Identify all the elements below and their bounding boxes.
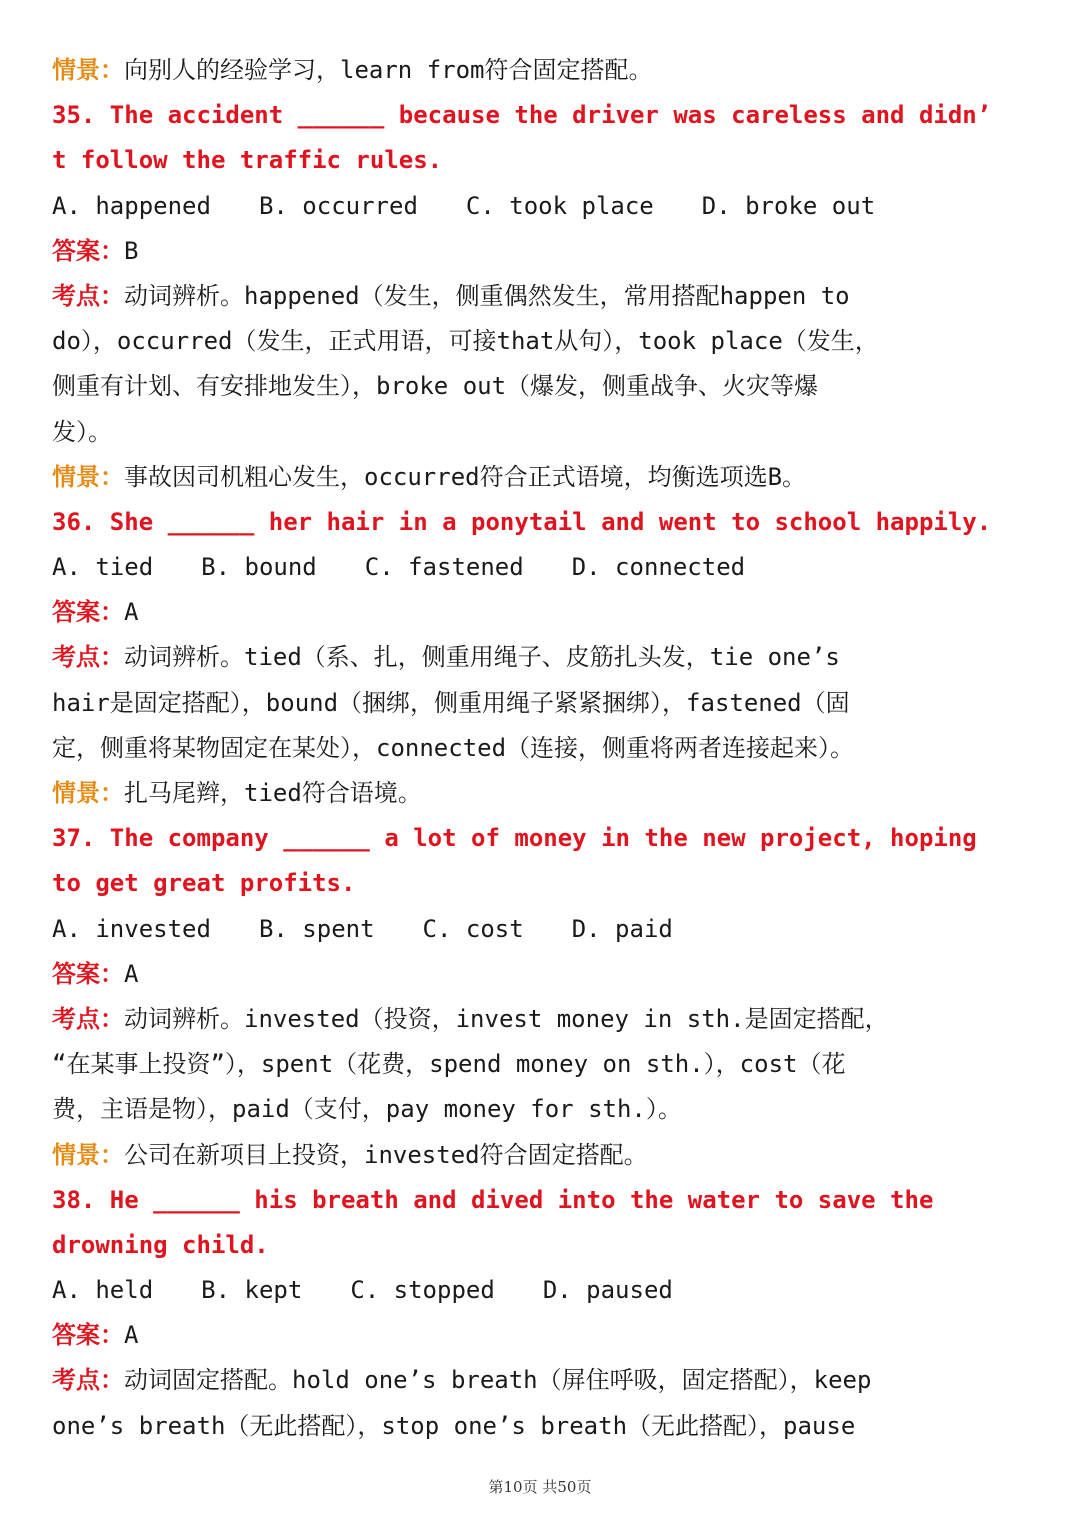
question-list xyxy=(52,93,1027,1449)
point-line xyxy=(52,410,1027,455)
context-text: 公司在新项目上投资，invested符合固定搭配。 xyxy=(124,1140,648,1169)
answer-value: A xyxy=(124,598,139,627)
option: A. happened xyxy=(52,191,211,220)
answer-value: B xyxy=(124,236,139,265)
point-line xyxy=(52,635,1027,680)
question-stem: 38. He ______ his breath and dived into the water to save the xyxy=(52,1185,934,1214)
option: D. connected xyxy=(571,553,746,582)
option: B. occurred xyxy=(258,191,418,220)
point-line xyxy=(52,1042,1027,1087)
point-text: do），occurred（发生，正式用语，可接that从句），took place（发生， xyxy=(52,327,879,356)
option: C. stopped xyxy=(350,1276,495,1305)
point-text: 费，主语是物），paid（支付，pay money for sth.）。 xyxy=(52,1095,682,1124)
question-stem: 37. The company ______ a lot of money in the new project, hoping xyxy=(52,824,977,853)
answer-label: 答案： xyxy=(52,236,124,265)
point-text: 发）。 xyxy=(52,417,112,446)
context-text: 向别人的经验学习，learn from符合固定搭配。 xyxy=(124,56,653,84)
option: D. paused xyxy=(542,1276,673,1305)
option: B. kept xyxy=(201,1276,303,1305)
context-label: 情景： xyxy=(52,56,124,84)
answer-line xyxy=(52,590,1027,635)
options-line xyxy=(52,545,1027,590)
question-stem: to get great profits. xyxy=(52,869,356,898)
option: A. invested xyxy=(52,914,211,943)
point-text: 动词辨析。happened（发生，侧重偶然发生，常用搭配happen to xyxy=(124,281,850,310)
answer-label: 答案： xyxy=(52,959,124,988)
context-text: 扎马尾辫，tied符合语境。 xyxy=(124,779,422,807)
option: C. cost xyxy=(422,914,524,943)
context-label: 情景： xyxy=(52,462,124,491)
option: D. paid xyxy=(571,914,673,943)
question-block xyxy=(52,816,1027,1178)
context-line xyxy=(52,455,1027,500)
point-text: 动词辨析。tied（系、扎，侧重用绳子、皮筋扎头发，tie one’s xyxy=(124,643,840,672)
point-label: 考点： xyxy=(52,281,124,310)
options-line xyxy=(52,1268,1027,1313)
options-line xyxy=(52,907,1027,952)
context-text: 事故因司机粗心发生，occurred符合正式语境，均衡选项选B。 xyxy=(124,462,807,491)
answer-value: A xyxy=(124,1321,139,1350)
option: D. broke out xyxy=(701,191,876,220)
point-line xyxy=(52,1358,1027,1403)
point-line xyxy=(52,1404,1027,1449)
option: A. tied xyxy=(52,553,154,582)
answer-line xyxy=(52,1313,1027,1358)
option: A. held xyxy=(52,1276,154,1305)
question-stem: 35. The accident ______ because the driver was careless and didn’ xyxy=(52,101,992,130)
point-text: 动词辨析。invested（投资，invest money in sth.是固定搭配， xyxy=(124,1004,889,1033)
question-block xyxy=(52,93,1027,500)
option: C. took place xyxy=(465,191,654,220)
answer-label: 答案： xyxy=(52,1321,124,1350)
point-line xyxy=(52,681,1027,726)
question-block xyxy=(52,500,1027,816)
point-line xyxy=(52,726,1027,771)
page-footer: 第10页 共50页 xyxy=(488,1478,592,1496)
point-text: one’s breath（无此搭配），stop one’s breath（无此搭配），pause xyxy=(52,1411,856,1440)
point-text: 侧重有计划、有安排地发生），broke out（爆发，侧重战争、火灾等爆 xyxy=(52,372,819,401)
point-label: 考点： xyxy=(52,1004,124,1033)
context-label: 情景： xyxy=(52,779,124,807)
answer-label: 答案： xyxy=(52,598,124,627)
option: B. spent xyxy=(258,914,375,943)
point-text: “在某事上投资”），spent（花费，spend money on sth.），cost（花 xyxy=(52,1050,846,1079)
option: C. fastened xyxy=(364,553,524,582)
point-line xyxy=(52,364,1027,409)
page-content xyxy=(52,48,1027,1449)
answer-value: A xyxy=(124,959,139,988)
point-text: 定，侧重将某物固定在某处），connected（连接，侧重将两者连接起来）。 xyxy=(52,733,855,762)
question-stem: drowning child. xyxy=(52,1230,269,1259)
point-label: 考点： xyxy=(52,643,124,672)
context-label: 情景： xyxy=(52,1140,124,1169)
context-line xyxy=(52,771,1027,816)
point-line xyxy=(52,1087,1027,1132)
point-line xyxy=(52,997,1027,1042)
point-label: 考点： xyxy=(52,1366,124,1395)
question-stem: 36. She ______ her hair in a ponytail and went to school happily. xyxy=(52,507,992,536)
point-text: 动词固定搭配。hold one’s breath（屏住呼吸，固定搭配），keep xyxy=(124,1366,872,1395)
intro-context-line xyxy=(52,48,1027,93)
answer-line xyxy=(52,229,1027,274)
point-line xyxy=(52,319,1027,364)
point-line xyxy=(52,274,1027,319)
point-text: hair是固定搭配），bound（捆绑，侧重用绳子紧紧捆绑），fastened（固 xyxy=(52,688,850,717)
option: B. bound xyxy=(201,553,317,582)
answer-line xyxy=(52,952,1027,997)
question-stem: t follow the traffic rules. xyxy=(52,146,443,175)
context-line xyxy=(52,1133,1027,1178)
options-line xyxy=(52,184,1027,229)
question-block xyxy=(52,1178,1027,1449)
